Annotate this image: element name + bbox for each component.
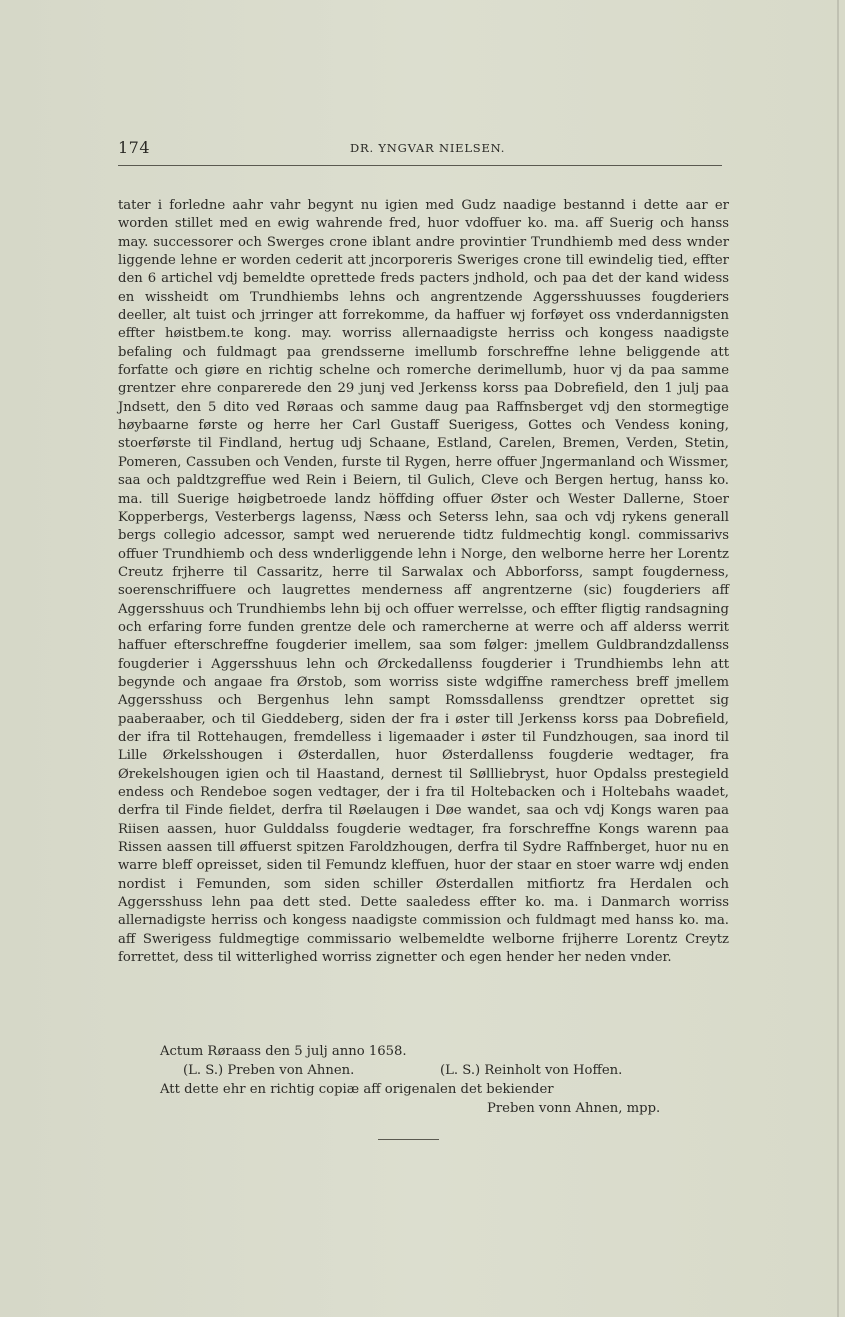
actum-line: Actum Røraass den 5 julj anno 1658. xyxy=(160,1044,407,1059)
header-rule xyxy=(118,165,722,166)
page-number: 174 xyxy=(118,138,151,157)
seal-left: (L. S.) Preben von Ahnen. xyxy=(183,1063,355,1078)
body-text xyxy=(118,197,729,967)
running-head: DR. YNGVAR NIELSEN. xyxy=(350,141,506,155)
page-header xyxy=(118,138,730,162)
page-edge-shadow xyxy=(837,0,839,1317)
main-paragraph: tater i forledne aahr vahr begynt nu igien med Gudz naadige bestannd i dette aar er worden stillet med en ewig wahrende fred, huor vdoffuer ko. ma. aff Suerig och hanss may. successorer och Swerges crone iblant andre provintier Trundhiemb med dess wnder liggende lehne er worden cederit att jncorporeris Sweriges crone till ewindelig tied, effter den 6 artichel vdj bemeldte oprettede freds pacters jndhold, och paa det der kand widess en wissheidt om Trundhiembs lehns och angrentzende Aggersshuusses fougderiers deeller, alt tuist och jrringer att forrekomme, da haffuer wj forføyet oss vnderdannigsten effter høistbem.te kong. may. worriss allernaadigste herriss och kongess naadigste befaling och fuldmagt paa grendsserne imellumb forschreffne lehne beliggende att forfatte och giøre en richtig schelne och romerche derimellumb, huor vj da paa samme grentzer ehre conparerede den 29 junj ved Jerkenss korss paa Dobrefield, den 1 julj paa Jndsett, den 5 dito ved Røraas och samme daug paa Raffnsberget vdj den stormegtige høybaarne første og herre her Carl Gustaff Suerigess, Gottes och Vendess koning, stoerførste til Findland, hertug udj Schaane, Estland, Carelen, Bremen, Verden, Stetin, Pomeren, Cassuben och Venden, furste til Rygen, herre offuer Jngermanland och Wissmer, saa och paldtzgreffue wed Rein i Beiern, til Gulich, Cleve och Bergen hertug, hanss ko. ma. till Suerige høigbetroede landz höffding offuer Øster och Wester Dallerne, Stoer Kopperbergs, Vesterbergs lagenss, Næss och Seterss lehn, saa och vdj rykens generall bergs collegio adcessor, sampt wed neruerende tidtz fuldmechtig kongl. commissarivs offuer Trundhiemb och dess wnderliggende lehn i Norge, den welborne herre her Lorentz Creutz frjherre til Cassaritz, herre til Sarwalax och Abborforss, sampt fougderness, soerenschriffuere och laugrettes menderness aff angrentzerne (sic) fougderiers aff Aggersshuus och Trundhiembs lehn bij och offuer werrelsse, och effter fligtig randsagning och erfaring forre funden grentze dele och ramercherne at werre och aff alderss werrit haffuer efterschreffne fougderier imellem, saa som følger: jmellem Guldbrandzdallenss fougderier i Aggersshuus lehn och Ørckedallenss fougderier i Trundhiembs lehn att begynde och angaae fra Ørstob, som worriss siste wdgiffne ramerchess breff jmellem Aggersshuss och Bergenhus lehn sampt Romssdallenss grendtzer oprettet sig paaberaaber, och til Gieddeberg, siden der fra i øster till Jerkenss korss paa Dobrefield, der ifra til Rottehaugen, fremdelless i ligemaader i øster til Fundzhougen, saa inord til Lille Ørkelsshougen i Østerdallen, huor Østerdallenss fougderie wedtager, fra Ørekelshougen igien och til Haastand, dernest til Søllliebryst, huor Opdalss prestegield endess och Rendeboe sogen vedtager, der i fra til Holtebacken och i Holtebahs waadet, derfra til Finde fieldet, derfra til Røelaugen i Døe wandet, saa och vdj Kongs waren paa Riisen aassen, huor Gulddalss fougderie wedtager, fra forschreffne Kongs warenn paa Rissen aassen till øffuerst spitzen Faroldzhougen, derfra til Sydre Raffnberget, huor nu en warre bleff opreisset, siden til Femundz kleffuen, huor der staar en stoer warre wdj enden nordist i Femunden, som siden schiller Østerdallen mitfiortz fra Herdalen och Aggersshuss lehn paa dett sted. Dette saaledess effter ko. ma. i Danmarch worriss allernadigste herriss och kongess naadigste commission och fuldmagt med hanss ko. ma. aff Swerigess fuldmegtige commissario welbemeldte welborne frijherre Lorentz Creytz forrettet, dess til witterlighed worriss zignetter och egen hender her neden vnder. xyxy=(118,198,729,966)
seal-right: (L. S.) Reinholt von Hoffen. xyxy=(440,1063,623,1078)
attest-line: Att dette ehr en richtig copiæ aff origenalen det bekiender xyxy=(160,1082,554,1097)
signature-line: Preben vonn Ahnen, mpp. xyxy=(487,1101,661,1116)
end-rule xyxy=(378,1139,439,1140)
